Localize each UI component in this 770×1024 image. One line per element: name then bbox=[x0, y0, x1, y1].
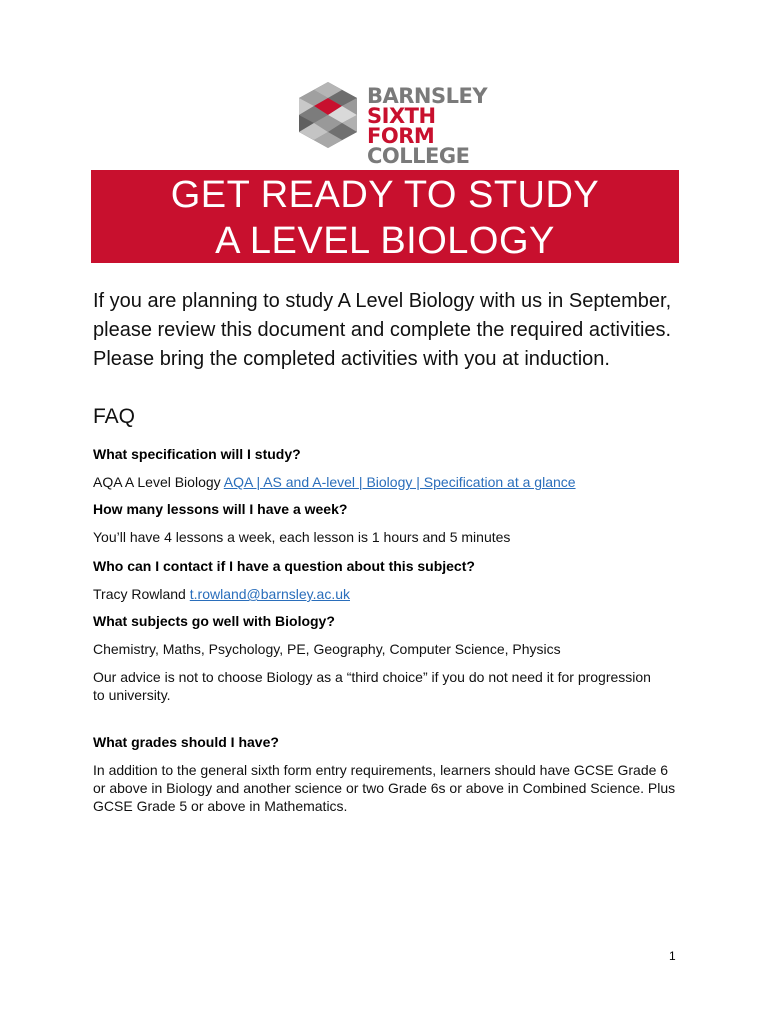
contact-name: Tracy Rowland bbox=[93, 586, 190, 602]
page-number: 1 bbox=[669, 949, 676, 963]
faq-answer-lessons: You’ll have 4 lessons a week, each lesson is 1 hours and 5 minutes bbox=[93, 529, 511, 545]
faq-question-lessons: How many lessons will I have a week? bbox=[93, 501, 348, 517]
college-logo bbox=[295, 80, 488, 168]
specification-link[interactable]: AQA | AS and A-level | Biology | Specification at a glance bbox=[223, 474, 576, 490]
faq-advice-paragraph: Our advice is not to choose Biology as a “third choice” if you do not need it for progression to university. bbox=[93, 669, 651, 703]
title-banner bbox=[91, 170, 679, 263]
logo-line-barnsley: BARNSLEY bbox=[367, 84, 488, 108]
faq-answer-contact bbox=[93, 585, 693, 603]
banner-title-line-1: GET READY TO STUDY bbox=[170, 174, 600, 216]
logo-line-college: COLLEGE bbox=[367, 144, 470, 168]
logo-line-sixth-form: SIXTH FORM bbox=[367, 104, 436, 148]
contact-email-link[interactable]: t.rowland@barnsley.ac.uk bbox=[189, 586, 350, 602]
logo-text bbox=[367, 86, 487, 166]
hexagon-logo-icon bbox=[295, 80, 361, 150]
faq-question-contact: Who can I contact if I have a question about this subject? bbox=[93, 558, 475, 574]
faq-answer-specification bbox=[93, 473, 693, 491]
faq-question-specification: What specification will I study? bbox=[93, 446, 301, 462]
banner-title-line-2: A LEVEL BIOLOGY bbox=[215, 220, 555, 262]
faq-answer-grades: In addition to the general sixth form entry requirements, learners should have GCSE Grade 6 or above in Biology and another science or two Grade 6s or above in Combined Science. Plus GCSE Grade 5 or above in Mathematics. bbox=[93, 762, 676, 814]
faq-question-grades: What grades should I have? bbox=[93, 734, 279, 750]
faq-heading: FAQ bbox=[93, 405, 136, 428]
intro-paragraph: If you are planning to study A Level Biology with us in September, please review this document and complete the required activities. Please bring the completed activities with you at induction. bbox=[93, 290, 672, 370]
specification-answer-text: AQA A Level Biology bbox=[93, 474, 224, 490]
faq-answer-subjects: Chemistry, Maths, Psychology, PE, Geography, Computer Science, Physics bbox=[93, 641, 561, 657]
faq-question-subjects: What subjects go well with Biology? bbox=[93, 613, 335, 629]
